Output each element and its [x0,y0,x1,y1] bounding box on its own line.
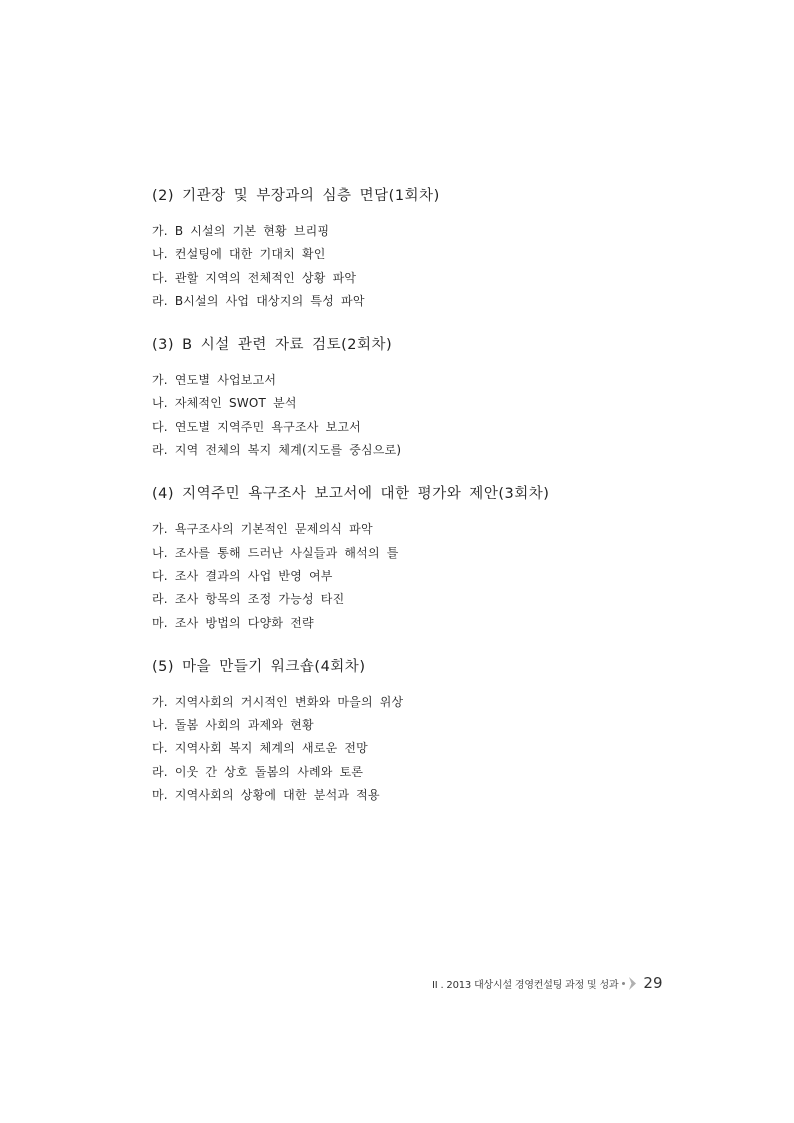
chevron-right-icon [622,977,637,990]
list-item: 가. 연도별 사업보고서 [152,373,277,388]
section-interview [152,186,652,313]
list-item: 다. 조사 결과의 사업 반영 여부 [152,568,333,583]
list-item: 가. 욕구조사의 기본적인 문제의식 파악 [152,522,373,537]
list-item: 나. 컨설팅에 대한 기대치 확인 [152,247,326,262]
section-survey-evaluation [152,484,652,634]
section-workshop [152,657,652,807]
list-item: 라. 조사 항목의 조정 가능성 타진 [152,592,345,607]
list-item: 가. 지역사회의 거시적인 변화와 마을의 위상 [152,694,404,709]
page-footer [432,972,663,994]
section-heading: (5) 마을 만들기 워크숍(4회차) [152,658,366,675]
section-material-review [152,335,652,462]
document-body [152,186,652,829]
list-item: 나. 자체적인 SWOT 분석 [152,396,297,411]
footer-chapter-title: II . 2013 대상시설 경영컨설팅 과정 및 성과 [432,979,619,991]
list-item: 라. 지역 전체의 복지 체계(지도를 중심으로) [152,443,402,458]
list-item: 마. 조사 방법의 다양화 전략 [152,615,314,630]
section-heading: (2) 기관장 및 부장과의 심층 면담(1회차) [152,188,440,204]
list-item: 라. B시설의 사업 대상지의 특성 파악 [152,293,365,308]
list-item: 다. 지역사회 복지 체계의 새로운 전망 [152,741,368,756]
list-item: 다. 연도별 지역주민 욕구조사 보고서 [152,419,361,434]
section-heading: (3) B 시설 관련 자료 검토(2회차) [152,337,393,354]
list-item: 가. B 시설의 기본 현황 브리핑 [152,224,330,238]
page-number: 29 [643,974,663,992]
list-item: 나. 돌봄 사회의 과제와 현황 [152,718,314,733]
list-item: 마. 지역사회의 상황에 대한 분석과 적용 [152,788,380,803]
list-item: 나. 조사를 통해 드러난 사실들과 해석의 틀 [152,545,399,560]
list-item: 라. 이웃 간 상호 돌봄의 사례와 토론 [152,764,364,779]
list-item: 다. 관할 지역의 전체적인 상황 파악 [152,270,357,285]
dot-icon [622,982,625,985]
section-heading: (4) 지역주민 욕구조사 보고서에 대한 평가와 제안(3회차) [152,486,550,503]
chevron-shape [628,977,637,990]
